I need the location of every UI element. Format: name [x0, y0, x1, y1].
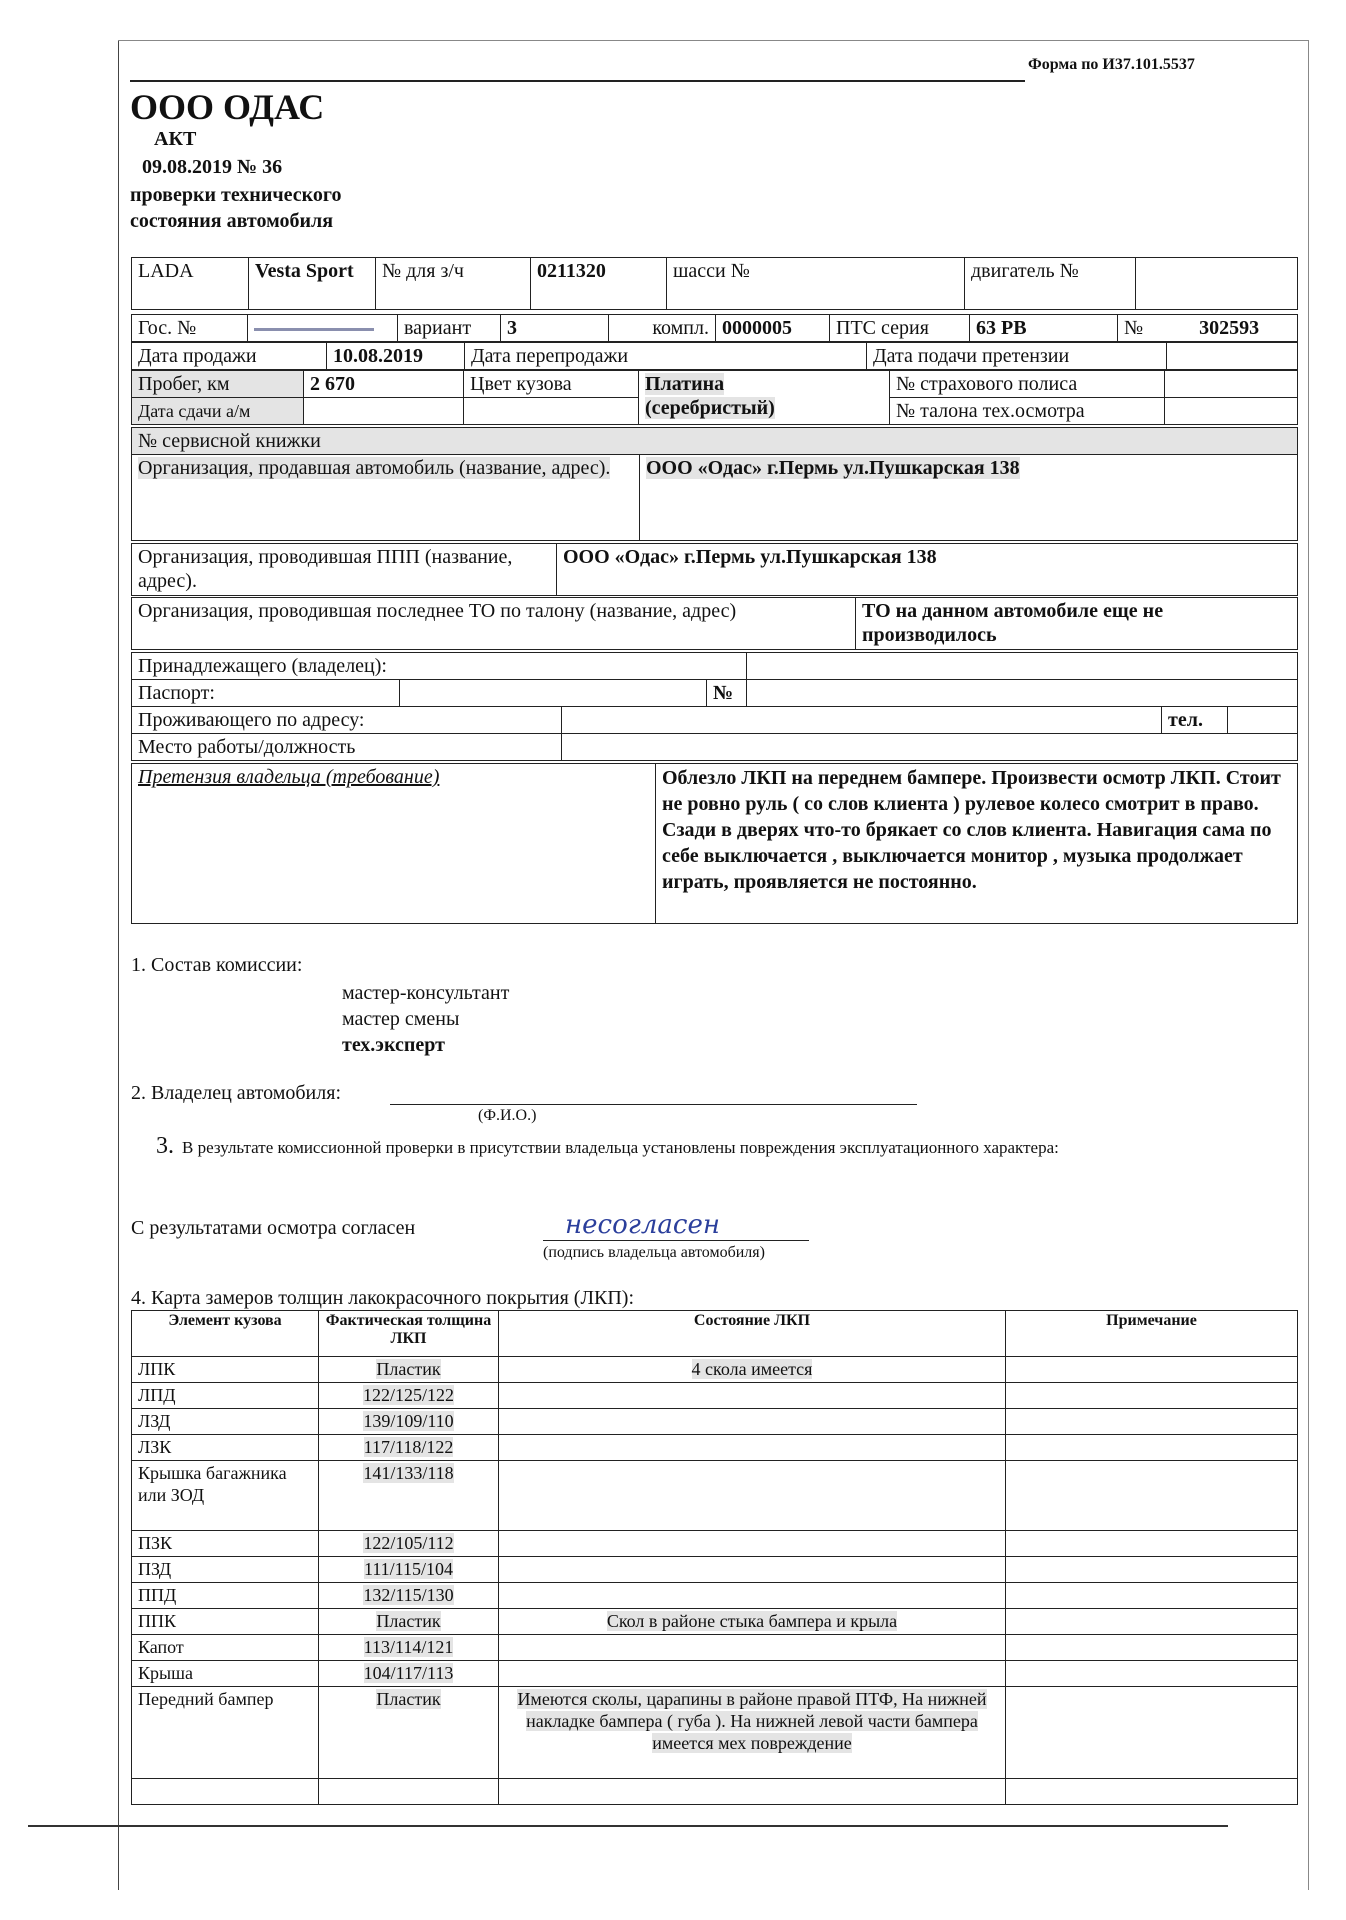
lkp-note [1006, 1635, 1298, 1661]
plate-label: Гос. № [132, 315, 248, 342]
result-number: 3. [156, 1133, 174, 1159]
lkp-element: ППК [132, 1609, 319, 1635]
sale-date: 10.08.2019 [327, 343, 465, 370]
lkp-thickness-text: Пластик [376, 1689, 441, 1709]
agreement-label: С результатами осмотра согласен [131, 1217, 416, 1239]
address-value [562, 707, 1162, 734]
last-to: ТО на данном автомобиле еще не производилось [856, 598, 1298, 650]
plate-value [248, 315, 398, 342]
owner-block [131, 652, 1298, 761]
lkp-state [499, 1409, 1006, 1435]
form-number: Форма по И37.101.5537 [1028, 56, 1195, 73]
redacted-plate [254, 328, 374, 331]
owner-label: Принадлежащего (владелец): [132, 653, 747, 680]
passport-number [747, 680, 1298, 707]
inspection-label: № талона тех.осмотра [890, 398, 1165, 425]
seller [640, 455, 1298, 541]
lkp-state [499, 1609, 1006, 1635]
claim-label: Претензия владельца (требование) [132, 764, 656, 924]
lkp-note [1006, 1583, 1298, 1609]
color-empty [464, 398, 639, 425]
lkp-thickness [319, 1435, 499, 1461]
lkp-thickness [319, 1409, 499, 1435]
pts-number: 302593 [1199, 317, 1260, 339]
lkp-state [499, 1661, 1006, 1687]
lkp-thickness-text: 104/117/113 [363, 1663, 454, 1683]
work-label: Место работы/должность [132, 734, 562, 761]
owner-value [747, 653, 1298, 680]
handwritten-signature: несогласен [565, 1210, 720, 1240]
chassis-label: шасси № [667, 258, 965, 310]
lkp-table [131, 1310, 1298, 1805]
ppp-row [131, 543, 1298, 596]
table-row [132, 1357, 1298, 1383]
color-value [639, 371, 890, 425]
lkp-element: ПЗК [132, 1531, 319, 1557]
engine-label: двигатель № [965, 258, 1136, 310]
lkp-element: Передний бампер [132, 1687, 319, 1779]
lkp-thickness [319, 1661, 499, 1687]
parts-no-label: № для з/ч [376, 258, 531, 310]
kit-value: 0000005 [716, 315, 830, 342]
lkp-thickness-text: 139/109/110 [363, 1411, 454, 1431]
phone-label: тел. [1162, 707, 1228, 734]
table-row [132, 1531, 1298, 1557]
lkp-element: ПЗД [132, 1557, 319, 1583]
variant-value: 3 [501, 315, 609, 342]
lkp-thickness [319, 1779, 499, 1805]
lkp-element: ЛЗК [132, 1435, 319, 1461]
vehicle-row-2 [131, 314, 1298, 342]
mileage-color-block [131, 370, 1298, 425]
commission-member: тех.эксперт [342, 1034, 445, 1056]
header-rule [130, 80, 1025, 82]
address-label: Проживающего по адресу: [132, 707, 562, 734]
pts-series: 63 РВ [970, 315, 1118, 342]
mileage-label: Пробег, км [132, 371, 304, 398]
bottom-rule [28, 1825, 1228, 1827]
lkp-note [1006, 1531, 1298, 1557]
sale-date-label: Дата продажи [132, 343, 327, 370]
lkp-thickness [319, 1687, 499, 1779]
lkp-note [1006, 1779, 1298, 1805]
kit-label: компл. [609, 315, 716, 342]
claim-date-value [1167, 343, 1298, 370]
act-subtitle-line-2: состояния автомобиля [130, 210, 334, 232]
lkp-element: ЛПК [132, 1357, 319, 1383]
lkp-note [1006, 1461, 1298, 1531]
vehicle-row-1 [131, 257, 1298, 310]
owner-fio-label: (Ф.И.О.) [478, 1107, 537, 1124]
lkp-note [1006, 1435, 1298, 1461]
lkp-state [499, 1531, 1006, 1557]
table-row [132, 1557, 1298, 1583]
last-to-row [131, 597, 1298, 650]
parts-no: 0211320 [531, 258, 667, 310]
sale-dates-row [131, 342, 1298, 370]
table-row [132, 1609, 1298, 1635]
lkp-note [1006, 1661, 1298, 1687]
act-label: АКТ [154, 128, 197, 150]
table-row [132, 1435, 1298, 1461]
lkp-title: 4. Карта замеров толщин лакокрасочного покрытия (ЛКП): [131, 1287, 635, 1309]
lkp-thickness [319, 1635, 499, 1661]
lkp-element [132, 1779, 319, 1805]
passport-label: Паспорт: [132, 680, 400, 707]
ppp-label: Организация, проводившая ППП (название, адрес). [132, 544, 557, 596]
lkp-state-text: Имеются сколы, царапины в районе правой ПТФ, На нижней накладке бампера ( губа ). На нижней левой части бампера имеется мех повреждение [517, 1689, 987, 1753]
passport-series [400, 680, 707, 707]
result-text: В результате комиссионной проверки в присутствии владельца установлены повреждения эксплуатационного характера: [182, 1138, 1059, 1157]
table-row [132, 1635, 1298, 1661]
lkp-state [499, 1557, 1006, 1583]
org-name: ООО ОДАС [130, 87, 325, 127]
commission-member: мастер-консультант [342, 982, 510, 1004]
act-date-number: 09.08.2019 № 36 [142, 156, 283, 178]
lkp-element: ЛЗД [132, 1409, 319, 1435]
lkp-thickness [319, 1357, 499, 1383]
lkp-state [499, 1435, 1006, 1461]
lkp-note [1006, 1557, 1298, 1583]
page-frame-right [1308, 40, 1309, 1890]
claim-text: Облезло ЛКП на переднем бампере. Произвести осмотр ЛКП. Стоит не ровно руль ( со слов клиента ) рулевое колесо смотрит в право. Сзади в дверях что-то брякает со слов клиента. Навигация сама по себе выключается , выключается монитор , музыка продолжает играть, проявляется не постоянно. [656, 764, 1298, 924]
lkp-state [499, 1635, 1006, 1661]
act-subtitle [130, 182, 341, 234]
lkp-header-thickness: Фактическая толщина ЛКП [319, 1311, 499, 1357]
lkp-state [499, 1779, 1006, 1805]
pts-number-cell [1118, 315, 1298, 342]
color-line-1: Платина [645, 373, 725, 395]
pts-label: ПТС серия [830, 315, 970, 342]
seller-label [132, 455, 640, 541]
mileage: 2 670 [304, 371, 464, 398]
signature-label: (подпись владельца автомобиля) [543, 1244, 765, 1261]
phone-value [1228, 707, 1298, 734]
service-book-label: № сервисной книжки [132, 428, 1298, 455]
lkp-thickness-text: 132/115/130 [363, 1585, 454, 1605]
lkp-thickness-text: 111/115/104 [364, 1559, 453, 1579]
lkp-thickness [319, 1609, 499, 1635]
table-row [132, 1661, 1298, 1687]
commission-title: 1. Состав комиссии: [131, 954, 303, 976]
act-subtitle-line-1: проверки технического [130, 184, 342, 206]
page-frame-left [118, 40, 119, 1890]
inspection-value [1165, 398, 1298, 425]
lkp-element: ППД [132, 1583, 319, 1609]
signature-line [543, 1240, 809, 1241]
resale-label: Дата перепродажи [465, 343, 867, 370]
model: Vesta Sport [249, 258, 376, 310]
commission-member: мастер смены [342, 1008, 460, 1030]
claim-block [131, 763, 1298, 924]
lkp-thickness-text: 141/133/118 [363, 1463, 454, 1483]
lkp-element: Крыша [132, 1661, 319, 1687]
claim-date-label: Дата подачи претензии [867, 343, 1167, 370]
lkp-state [499, 1583, 1006, 1609]
page-frame-top [118, 40, 1308, 41]
table-row [132, 1583, 1298, 1609]
seller-text: ООО «Одас» г.Пермь ул.Пушкарская 138 [646, 457, 1020, 479]
owner-fio-line [390, 1104, 917, 1105]
lkp-thickness [319, 1531, 499, 1557]
engine-value [1136, 258, 1298, 310]
lkp-header-element: Элемент кузова [132, 1311, 319, 1357]
last-to-label: Организация, проводившая последнее ТО по талону (название, адрес) [132, 598, 856, 650]
lkp-state-text: Скол в районе стыка бампера и крыла [606, 1611, 898, 1631]
variant-label: вариант [398, 315, 501, 342]
lkp-note [1006, 1383, 1298, 1409]
lkp-header-state: Состояние ЛКП [499, 1311, 1006, 1357]
lkp-thickness-text: 113/114/121 [363, 1637, 454, 1657]
lkp-note [1006, 1687, 1298, 1779]
lkp-thickness [319, 1557, 499, 1583]
lkp-note [1006, 1409, 1298, 1435]
lkp-thickness [319, 1383, 499, 1409]
lkp-thickness-text: 122/125/122 [362, 1385, 454, 1405]
insurance-value [1165, 371, 1298, 398]
table-row [132, 1383, 1298, 1409]
no-sign: № [1124, 317, 1144, 339]
lkp-state-text: 4 скола имеется [691, 1359, 813, 1379]
owner-section-title: 2. Владелец автомобиля: [131, 1082, 341, 1104]
work-value [562, 734, 1298, 761]
color-label: Цвет кузова [464, 371, 639, 398]
ppp: ООО «Одас» г.Пермь ул.Пушкарская 138 [557, 544, 1298, 596]
table-row [132, 1461, 1298, 1531]
lkp-state [499, 1461, 1006, 1531]
delivery-value [304, 398, 464, 425]
lkp-state [499, 1687, 1006, 1779]
lkp-element: ЛПД [132, 1383, 319, 1409]
lkp-element: Крышка багажника или ЗОД [132, 1461, 319, 1531]
passport-no-sign: № [707, 680, 747, 707]
lkp-state [499, 1357, 1006, 1383]
table-row [132, 1779, 1298, 1805]
table-row [132, 1409, 1298, 1435]
lkp-thickness-text: 122/105/112 [363, 1533, 454, 1553]
delivery-label: Дата сдачи а/м [132, 398, 304, 425]
lkp-header-note: Примечание [1006, 1311, 1298, 1357]
organizations-block [131, 427, 1298, 541]
lkp-element: Капот [132, 1635, 319, 1661]
lkp-state [499, 1383, 1006, 1409]
table-row [132, 1687, 1298, 1779]
lkp-thickness [319, 1461, 499, 1531]
lkp-thickness-text: 117/118/122 [363, 1437, 454, 1457]
lkp-thickness-text: Пластик [376, 1611, 441, 1631]
lkp-note [1006, 1357, 1298, 1383]
lkp-thickness [319, 1583, 499, 1609]
make: LADA [132, 258, 249, 310]
commission-members [342, 980, 509, 1058]
color-line-2: (серебристый) [645, 397, 775, 419]
lkp-note [1006, 1609, 1298, 1635]
lkp-thickness-text: Пластик [376, 1359, 441, 1379]
insurance-label: № страхового полиса [890, 371, 1165, 398]
seller-label-text: Организация, продавшая автомобиль (название, адрес). [138, 457, 611, 479]
